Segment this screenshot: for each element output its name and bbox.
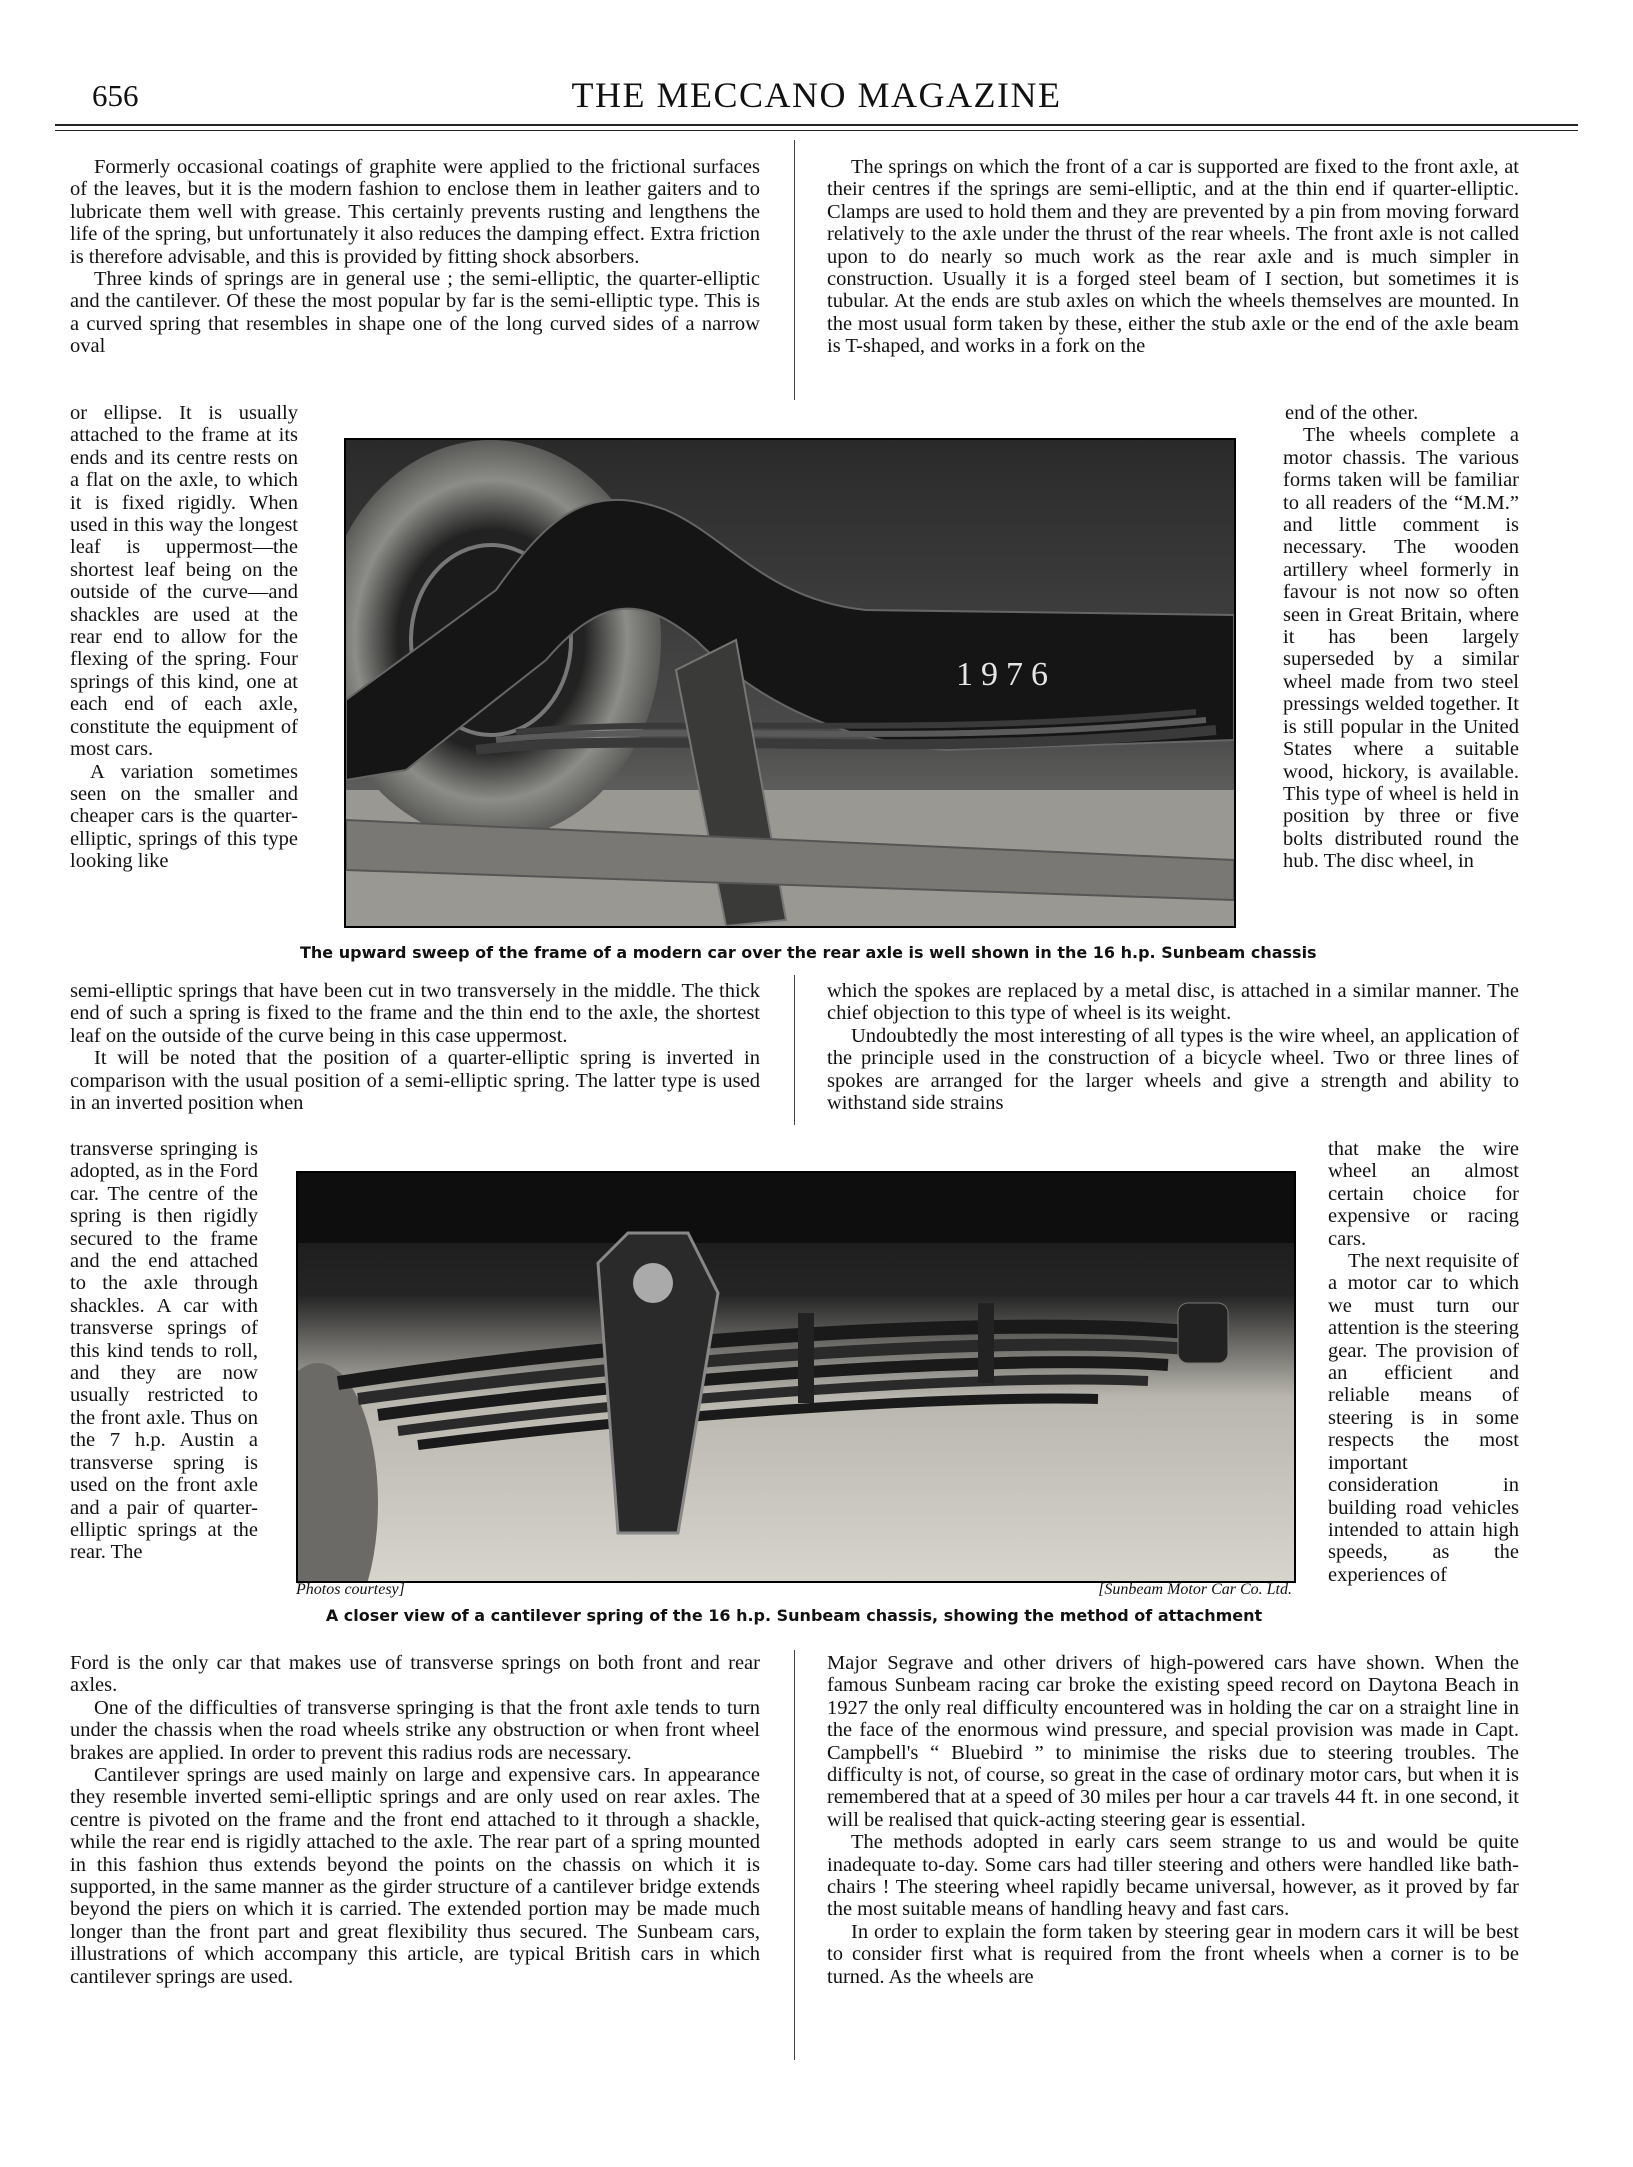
figure-2-caption: A closer view of a cantilever spring of the 16 h.p. Sunbeam chassis, showing the method of attachment bbox=[325, 1606, 1263, 1625]
chassis-illustration bbox=[346, 440, 1234, 926]
column-divider bbox=[794, 975, 795, 1125]
paragraph: The springs on which the front of a car is supported are fixed to the front axle, at their centres if the springs are semi-elliptic, and at the thin end if quarter-elliptic. Clamps are used to hold them and they are prevented by a pin from moving forward relatively to the axle under the thrust of the rear wheels. The front axle is not called upon to do nearly so much work as the rear axle and is much simpler in construction. Usually it is a forged steel beam of I section, but sometimes it is tubular. At the ends are stub axles on which the wheels themselves are mounted. In the most usual form taken by these, either the stub axle or the end of the axle beam is T-shaped, and works in a fork on the bbox=[827, 156, 1519, 358]
paragraph: The next requisite of a motor car to which we must turn our attention is the steering gear. The provision of an efficient and reliable means of steering is in some respects the most important consideration in building road vehicles intended to attain high speeds, as the experiences of bbox=[1328, 1250, 1519, 1586]
figure-1-caption: The upward sweep of the frame of a modern car over the rear axle is well shown in the 16 h.p. Sunbeam chassis bbox=[300, 943, 1317, 962]
cantilever-spring-photo bbox=[296, 1171, 1296, 1583]
paragraph: Major Segrave and other drivers of high-powered cars have shown. When the famous Sunbeam racing car broke the existing speed record on Daytona Beach in 1927 the only real difficulty encountered was in holding the car on a straight line in the face of the enormous wind pressure, and special provision was made in Capt. Campbell's “ Bluebird ” to minimise the risks due to steering troubles. The difficulty is not, of course, so great in the case of ordinary motor cars, but when it is remembered that at a speed of 30 miles per hour a car travels 44 ft. in one second, it will be realised that quick-acting steering gear is essential. bbox=[827, 1652, 1519, 1831]
column-1-narrow-a bbox=[70, 402, 298, 873]
frame-number-label: 1976 bbox=[956, 656, 1056, 693]
column-1-bottom bbox=[70, 1652, 760, 1988]
column-1-middle bbox=[70, 980, 760, 1114]
paragraph: In order to explain the form taken by steering gear in modern cars it will be best to consider first what is required from the front wheels when a corner is to be turned. As the wheels are bbox=[827, 1920, 1519, 1988]
paragraph: A variation sometimes seen on the smaller and cheaper cars is the quarter-elliptic, springs of this type looking like bbox=[70, 760, 298, 873]
column-2-middle bbox=[827, 980, 1519, 1114]
paragraph: One of the difficulties of transverse springing is that the front axle tends to turn under the chassis when the road wheels strike any obstruction or when front wheel brakes are applied. In order to prevent this radius rods are necessary. bbox=[70, 1696, 760, 1764]
column-2-bottom bbox=[827, 1652, 1519, 1988]
column-2-narrow-a bbox=[1283, 402, 1519, 873]
paragraph: Three kinds of springs are in general use ; the semi-elliptic, the quarter-elliptic and the cantilever. Of these the most popular by far is the semi-elliptic type. This is a curved spring that resembles in shape one of the long curved sides of a narrow oval bbox=[70, 268, 760, 358]
paragraph: that make the wire wheel an almost certain choice for expensive or racing cars. bbox=[1328, 1138, 1519, 1250]
column-divider bbox=[794, 1650, 795, 2060]
paragraph: The methods adopted in early cars seem strange to us and would be quite inadequate to-day. Some cars had tiller steering and others were handled like bath-chairs ! The steering wheel rapidly became universal, however, as it proved by far the most suitable means of handling heavy and fast cars. bbox=[827, 1831, 1519, 1921]
paragraph: The wheels complete a motor chassis. The various forms taken will be familiar to all readers of the “M.M.” and little comment is necessary. The wooden artillery wheel formerly in favour is not now so often seen in Great Britain, where it has been largely superseded by a similar wheel made from two steel pressings welded together. It is still popular in the United States where a suitable wood, hickory, is available. This type of wheel is held in position by three or five bolts distributed round the hub. The disc wheel, in bbox=[1283, 424, 1519, 873]
page-number: 656 bbox=[92, 78, 139, 113]
paragraph: or ellipse. It is usually attached to the frame at its ends and its centre rests on a flat on the axle, to which it is fixed rigidly. When used in this way the longest leaf is uppermost—the shortest leaf being on the outside of the curve—and shackles are used at the rear end to allow for the flexing of the spring. Four springs of this kind, one at each end of each axle, constitute the equipment of most cars. bbox=[70, 402, 298, 761]
column-1-top bbox=[70, 156, 760, 358]
paragraph: end of the other. bbox=[1285, 402, 1419, 424]
column-2-narrow-b bbox=[1328, 1138, 1519, 1586]
paragraph: Undoubtedly the most interesting of all types is the wire wheel, an application of the principle used in the construction of a bicycle wheel. Two or three lines of spokes are arranged for the larger wheels and give a strength and ability to withstand side strains bbox=[827, 1024, 1519, 1115]
magazine-title: THE MECCANO MAGAZINE bbox=[571, 75, 1062, 115]
chassis-photo bbox=[344, 438, 1236, 928]
photo-credit-right: [Sunbeam Motor Car Co. Ltd. bbox=[1098, 1581, 1292, 1598]
header-rule-thin bbox=[55, 130, 1578, 131]
paragraph: Cantilever springs are used mainly on large and expensive cars. In appearance they resemble inverted semi-elliptic springs and are only used on rear axles. The centre is pivoted on the frame and the front end attached to it through a shackle, while the rear end is rigidly attached to the axle. The rear part of a spring mounted in this fashion thus extends beyond the points on the chassis on which it is supported, in the same manner as the girder structure of a cantilever bridge extends beyond the piers on which it is carried. The extended portion may be made much longer than the front part and great flexibility thus secured. The Sunbeam cars, illustrations of which accompany this article, are typical British cars in which cantilever springs are used. bbox=[70, 1764, 760, 1988]
column-divider bbox=[794, 140, 795, 400]
header-rule bbox=[55, 124, 1578, 126]
paragraph: semi-elliptic springs that have been cut in two transversely in the middle. The thick end of such a spring is fixed to the frame and the thin end to the axle, the shortest leaf on the outside of the curve being in this case uppermost. bbox=[70, 980, 760, 1047]
column-2-top bbox=[827, 156, 1519, 358]
column-1-narrow-b bbox=[70, 1138, 258, 1564]
photo-credit-left: Photos courtesy] bbox=[296, 1581, 405, 1598]
paragraph: It will be noted that the position of a quarter-elliptic spring is inverted in comparison with the usual position of a semi-elliptic spring. The latter type is used in an inverted position when bbox=[70, 1047, 760, 1115]
cantilever-spring-illustration bbox=[298, 1173, 1294, 1581]
paragraph: Formerly occasional coatings of graphite were applied to the frictional surfaces of the leaves, but it is the modern fashion to enclose them in leather gaiters and to lubricate them well with grease. This certainly prevents rusting and lengthens the life of the spring, but unfortunately it also reduces the damping effect. Extra friction is therefore advisable, and this is provided by fitting shock absorbers. bbox=[70, 156, 760, 268]
paragraph: transverse springing is adopted, as in the Ford car. The centre of the spring is then rigidly secured to the frame and the end attached to the axle through shackles. A car with transverse springs of this kind tends to roll, and they are now usually restricted to the front axle. Thus on the 7 h.p. Austin a transverse spring is used on the front axle and a pair of quarter-elliptic springs at the rear. The bbox=[70, 1138, 258, 1564]
paragraph: which the spokes are replaced by a metal disc, is attached in a similar manner. The chief objection to this type of wheel is its weight. bbox=[827, 980, 1519, 1025]
paragraph: Ford is the only car that makes use of transverse springs on both front and rear axles. bbox=[70, 1652, 760, 1697]
